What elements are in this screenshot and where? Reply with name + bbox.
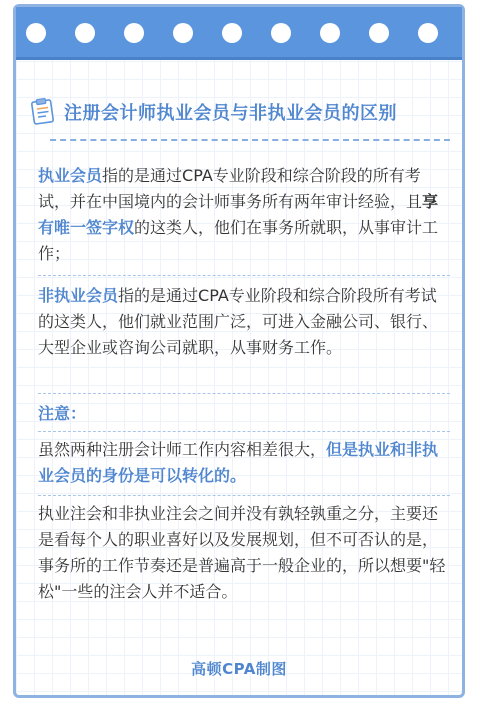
- paragraph-text: 执业注会和非执业注会之间并没有孰轻孰重之分，主要还是看每个人的职业喜好以及发展规划，但不可否认的是，事务所的工作节奏还是普遍高于一般企业的，所以想要"轻松"一些的注会人并不适合。: [38, 504, 446, 601]
- paragraph-text: 的这类人，他们在事务所就职，从事审计工作；: [38, 218, 439, 263]
- title-row: [30, 97, 452, 127]
- term-practicing-member: 执业会员: [38, 166, 103, 185]
- note-label-text: 注意：: [38, 404, 87, 423]
- page-title: 注册会计师执业会员与非执业会员的区别: [64, 103, 397, 124]
- title-divider: [50, 139, 450, 141]
- highlight-text: 但是执业和非执业会员的身份是可以转化的。: [38, 440, 439, 485]
- binding-hole: [418, 23, 438, 43]
- binding-hole: [173, 23, 193, 43]
- paragraph-text: 指的是通过CPA专业阶段和综合阶段的所有考试，并在中国境内的会计师事务所有两年审计经验，且: [38, 166, 423, 211]
- binding-hole: [75, 23, 95, 43]
- paragraph-comparison: [38, 501, 450, 605]
- binding-hole: [26, 23, 46, 43]
- binding-hole: [369, 23, 389, 43]
- highlight-text: 有唯一签字权: [38, 218, 135, 237]
- notebook-binding-bar: [16, 7, 462, 60]
- paragraph-note: [38, 437, 450, 489]
- section-divider: [38, 393, 450, 394]
- paragraph-non-practicing-member: [38, 283, 450, 361]
- binding-hole: [271, 23, 291, 43]
- section-divider: [38, 431, 450, 432]
- paragraph-practicing-member: [38, 163, 450, 267]
- emphasis-text: 享: [422, 192, 439, 211]
- footer-credit: 高顿CPA制图: [191, 660, 287, 678]
- paragraph-text: 指的是通过CPA专业阶段和综合阶段所有考试的这类人，他们就业范围广泛，可进入金融公司、银行、大型企业或咨询公司就职，从事财务工作。: [38, 286, 439, 357]
- binding-hole: [222, 23, 242, 43]
- section-divider: [38, 495, 450, 496]
- note-label: [38, 401, 450, 427]
- notebook-card: [13, 4, 465, 698]
- paragraph-text: 虽然两种注册会计师工作内容相差很大，: [38, 440, 327, 459]
- term-non-practicing-member: 非执业会员: [38, 286, 119, 305]
- section-divider: [38, 275, 450, 276]
- binding-hole: [124, 23, 144, 43]
- binding-hole: [320, 23, 340, 43]
- clipboard-icon: [30, 97, 56, 125]
